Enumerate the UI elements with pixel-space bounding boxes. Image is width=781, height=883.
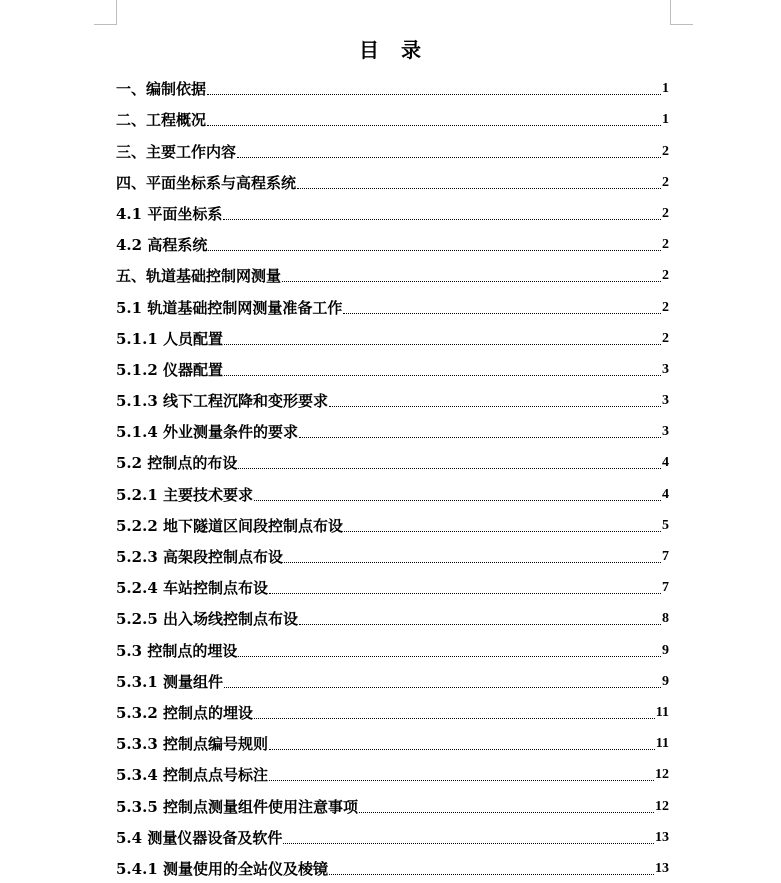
dot-leader [269,780,654,781]
dot-leader [299,624,661,625]
toc-entry-page: 12 [655,798,669,814]
table-of-contents [116,72,669,883]
toc-entry-page: 1 [662,112,669,128]
toc-entry-12[interactable] [116,415,669,446]
toc-entry-page: 2 [662,174,669,190]
toc-entry-page: 8 [662,611,669,627]
toc-entry-label: 5.2.5 出入场线控制点布设 [116,610,298,629]
dot-leader [284,562,661,563]
toc-entry-26[interactable] [116,852,669,883]
toc-entry-23[interactable] [116,758,669,789]
toc-entry-page: 9 [662,673,669,689]
toc-entry-label: 5.2.4 车站控制点布设 [116,579,268,598]
dot-leader [297,188,661,189]
toc-entry-18[interactable] [116,602,669,633]
toc-entry-label: 4.1 平面坐标系 [116,204,223,223]
toc-entry-page: 2 [662,299,669,315]
toc-entry-label: 5.1.2 仪器配置 [116,360,223,379]
toc-entry-page: 13 [655,860,669,876]
toc-entry-1[interactable] [116,72,669,103]
toc-entry-24[interactable] [116,789,669,820]
toc-entry-page: 13 [655,829,669,845]
toc-entry-11[interactable] [116,384,669,415]
toc-entry-13[interactable] [116,446,669,477]
toc-entry-3[interactable] [116,134,669,165]
toc-entry-label: 5.3.1 测量组件 [116,672,223,691]
toc-entry-label: 5.4.1 测量使用的全站仪及棱镜 [116,859,328,878]
toc-entry-page: 2 [662,330,669,346]
toc-entry-label: 5.2.2 地下隧道区间段控制点布设 [116,516,343,535]
toc-entry-page: 2 [662,268,669,284]
dot-leader [224,375,661,376]
toc-entry-9[interactable] [116,322,669,353]
dot-leader [224,687,661,688]
toc-entry-2[interactable] [116,103,669,134]
dot-leader [207,125,661,126]
toc-entry-label: 5.1.3 线下工程沉降和变形要求 [116,392,328,411]
toc-entry-10[interactable] [116,353,669,384]
toc-entry-15[interactable] [116,509,669,540]
toc-entry-page: 2 [662,143,669,159]
dot-leader [237,157,661,158]
toc-entry-7[interactable] [116,259,669,290]
dot-leader [238,656,661,657]
dot-leader [254,718,655,719]
dot-leader [254,500,661,501]
toc-entry-17[interactable] [116,571,669,602]
toc-entry-page: 2 [662,237,669,253]
toc-entry-page: 11 [655,736,669,752]
toc-entry-label: 5.1.4 外业测量条件的要求 [116,423,298,442]
toc-title: 目 录 [359,38,422,62]
toc-entry-label: 5.2.3 高架段控制点布设 [116,548,283,566]
dot-leader [359,812,654,813]
toc-entry-label: 5.2.1 主要技术要求 [116,485,253,504]
dot-leader [343,313,661,314]
toc-entry-label: 5.3 控制点的埋设 [116,641,238,660]
toc-entry-label: 5.3.2 控制点的埋设 [116,703,253,722]
dot-leader [299,437,661,438]
toc-entry-label: 5.1 轨道基础控制网测量准备工作 [116,298,343,317]
toc-entry-page: 5 [662,517,669,533]
toc-entry-page: 9 [662,642,669,658]
toc-entry-label: 一、编制依据 [116,80,207,99]
dot-leader [329,874,654,875]
dot-leader [224,344,661,345]
toc-entry-page: 11 [655,704,669,720]
toc-entry-8[interactable] [116,290,669,321]
toc-entry-14[interactable] [116,477,669,508]
dot-leader [283,843,654,844]
dot-leader [207,94,661,95]
toc-entry-5[interactable] [116,197,669,228]
toc-entry-25[interactable] [116,821,669,852]
toc-entry-label: 5.2 控制点的布设 [116,454,238,473]
toc-entry-4[interactable] [116,166,669,197]
dot-leader [344,531,661,532]
toc-entry-20[interactable] [116,665,669,696]
page-corner-mark-left [94,0,117,25]
dot-leader [269,749,655,750]
toc-entry-page: 12 [655,767,669,783]
toc-entry-22[interactable] [116,727,669,758]
toc-entry-label: 三、主要工作内容 [116,142,237,161]
toc-entry-page: 3 [662,393,669,409]
toc-entry-page: 3 [662,361,669,377]
toc-entry-label: 5.3.3 控制点编号规则 [116,735,268,754]
dot-leader [282,281,661,282]
toc-entry-page: 7 [662,580,669,596]
toc-entry-label: 5.4 测量仪器设备及软件 [116,828,283,847]
toc-entry-label: 5.1.1 人员配置 [116,329,223,348]
toc-entry-19[interactable] [116,633,669,664]
toc-entry-6[interactable] [116,228,669,259]
toc-entry-21[interactable] [116,696,669,727]
toc-entry-label: 二、工程概况 [116,111,207,130]
toc-entry-page: 2 [662,205,669,221]
toc-entry-label: 5.3.5 控制点测量组件使用注意事项 [116,797,358,816]
toc-entry-label: 四、平面坐标系与高程系统 [116,173,297,192]
dot-leader [269,593,661,594]
dot-leader [223,219,661,220]
page-corner-mark-right [670,0,693,25]
toc-entry-page: 4 [662,455,669,471]
toc-entry-page: 7 [662,549,669,564]
toc-entry-label: 五、轨道基础控制网测量 [116,267,282,286]
toc-entry-label: 4.2 高程系统 [116,236,208,255]
toc-entry-page: 1 [662,81,669,97]
toc-entry-page: 4 [662,486,669,502]
dot-leader [208,250,661,251]
dot-leader [329,406,661,407]
toc-entry-page: 3 [662,424,669,440]
dot-leader [238,468,661,469]
toc-entry-label: 5.3.4 控制点点号标注 [116,766,268,785]
toc-entry-16[interactable] [116,540,669,571]
